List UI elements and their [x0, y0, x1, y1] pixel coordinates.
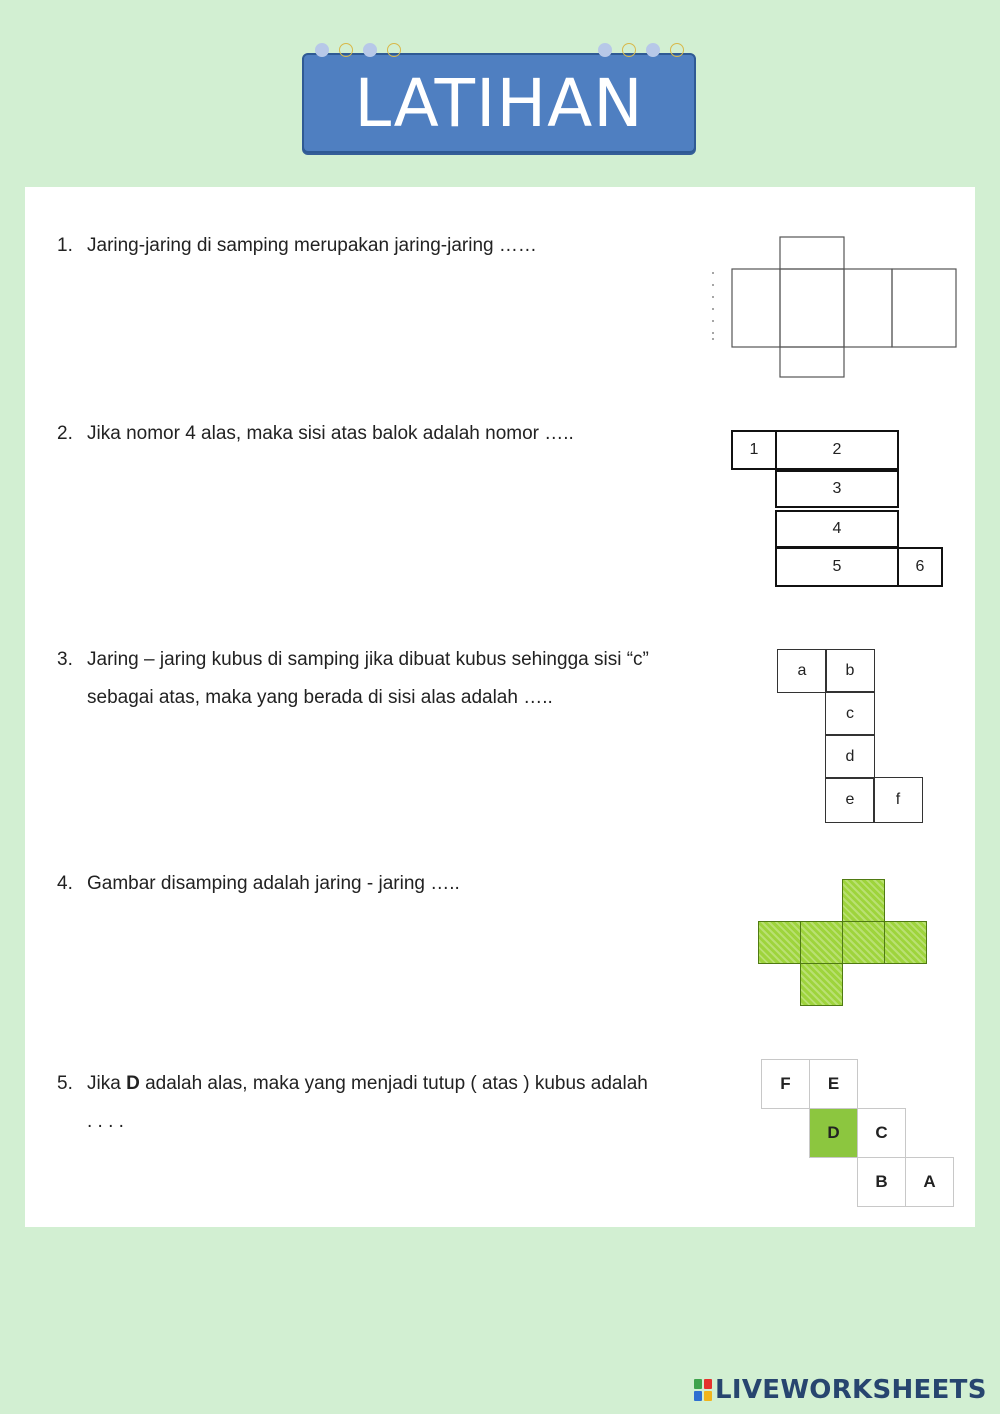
net-face: f — [873, 777, 923, 823]
net-face — [800, 921, 843, 964]
banner-ring-decoration — [315, 43, 329, 57]
brand-name: LIVEWORKSHEETS — [715, 1375, 987, 1405]
question-3: 3. Jaring – jaring kubus di samping jika dibuat kubus sehingga sisi “c” sebagai atas, maka yang berada di sisi alas adalah ….. — [57, 641, 649, 717]
net-face: 1 — [731, 430, 777, 470]
question-1-text: Jaring-jaring di samping merupakan jaring-jaring …… — [87, 235, 537, 256]
banner-ring-decoration — [339, 43, 353, 57]
net-face — [884, 921, 927, 964]
banner-ring-decoration — [598, 43, 612, 57]
figure-1-net — [705, 235, 960, 380]
question-3-text-continued: sebagai atas, maka yang berada di sisi alas adalah ….. — [87, 687, 553, 708]
net-face: d — [825, 734, 875, 779]
page-title: LATIHAN — [354, 65, 644, 142]
net-face: e — [825, 777, 875, 823]
net-face-highlighted: D — [809, 1108, 858, 1158]
answer-blank: . . . . — [87, 1111, 124, 1132]
net-face: c — [825, 691, 875, 736]
figure-4-green-net — [758, 879, 928, 1007]
figure-3-cube-net — [777, 649, 923, 824]
figure-2-cuboid-net — [731, 430, 943, 590]
net-face: 5 — [775, 547, 899, 587]
question-1: 1. Jaring-jaring di samping merupakan jaring-jaring …… — [57, 235, 537, 256]
net-face — [800, 963, 843, 1006]
net-face: 2 — [775, 430, 899, 470]
banner-ring-decoration — [646, 43, 660, 57]
question-5: 5. Jika D adalah alas, maka yang menjadi tutup ( atas ) kubus adalah . . . . — [57, 1065, 648, 1141]
net-face — [842, 921, 885, 964]
banner-ring-decoration — [363, 43, 377, 57]
net-face: A — [905, 1157, 954, 1207]
question-4: 4. Gambar disamping adalah jaring - jaring ….. — [57, 873, 460, 894]
net-face: F — [761, 1059, 810, 1109]
net-face — [842, 879, 885, 922]
net-face: E — [809, 1059, 858, 1109]
banner-ring-decoration — [670, 43, 684, 57]
question-2: 2. Jika nomor 4 alas, maka sisi atas balok adalah nomor ….. — [57, 423, 574, 444]
net-face: b — [825, 649, 875, 693]
net-face: B — [857, 1157, 906, 1207]
question-2-text: Jika nomor 4 alas, maka sisi atas balok adalah nomor ….. — [87, 423, 574, 444]
liveworksheets-logo — [694, 1373, 987, 1407]
liveworksheets-icon — [694, 1379, 712, 1401]
net-face: a — [777, 649, 827, 693]
net-face — [758, 921, 801, 964]
face-d-label: D — [126, 1073, 140, 1094]
net-face: 6 — [897, 547, 943, 587]
figure-5-cube-net — [761, 1059, 955, 1209]
net-face: C — [857, 1108, 906, 1158]
worksheet — [25, 187, 975, 1227]
question-4-text: Gambar disamping adalah jaring - jaring ….. — [87, 873, 460, 894]
banner-ring-decoration — [387, 43, 401, 57]
net-face: 4 — [775, 510, 899, 548]
net-face: 3 — [775, 470, 899, 508]
title-banner — [302, 53, 696, 153]
question-3-text: Jaring – jaring kubus di samping jika dibuat kubus sehingga sisi “c” — [87, 649, 649, 670]
banner-ring-decoration — [622, 43, 636, 57]
